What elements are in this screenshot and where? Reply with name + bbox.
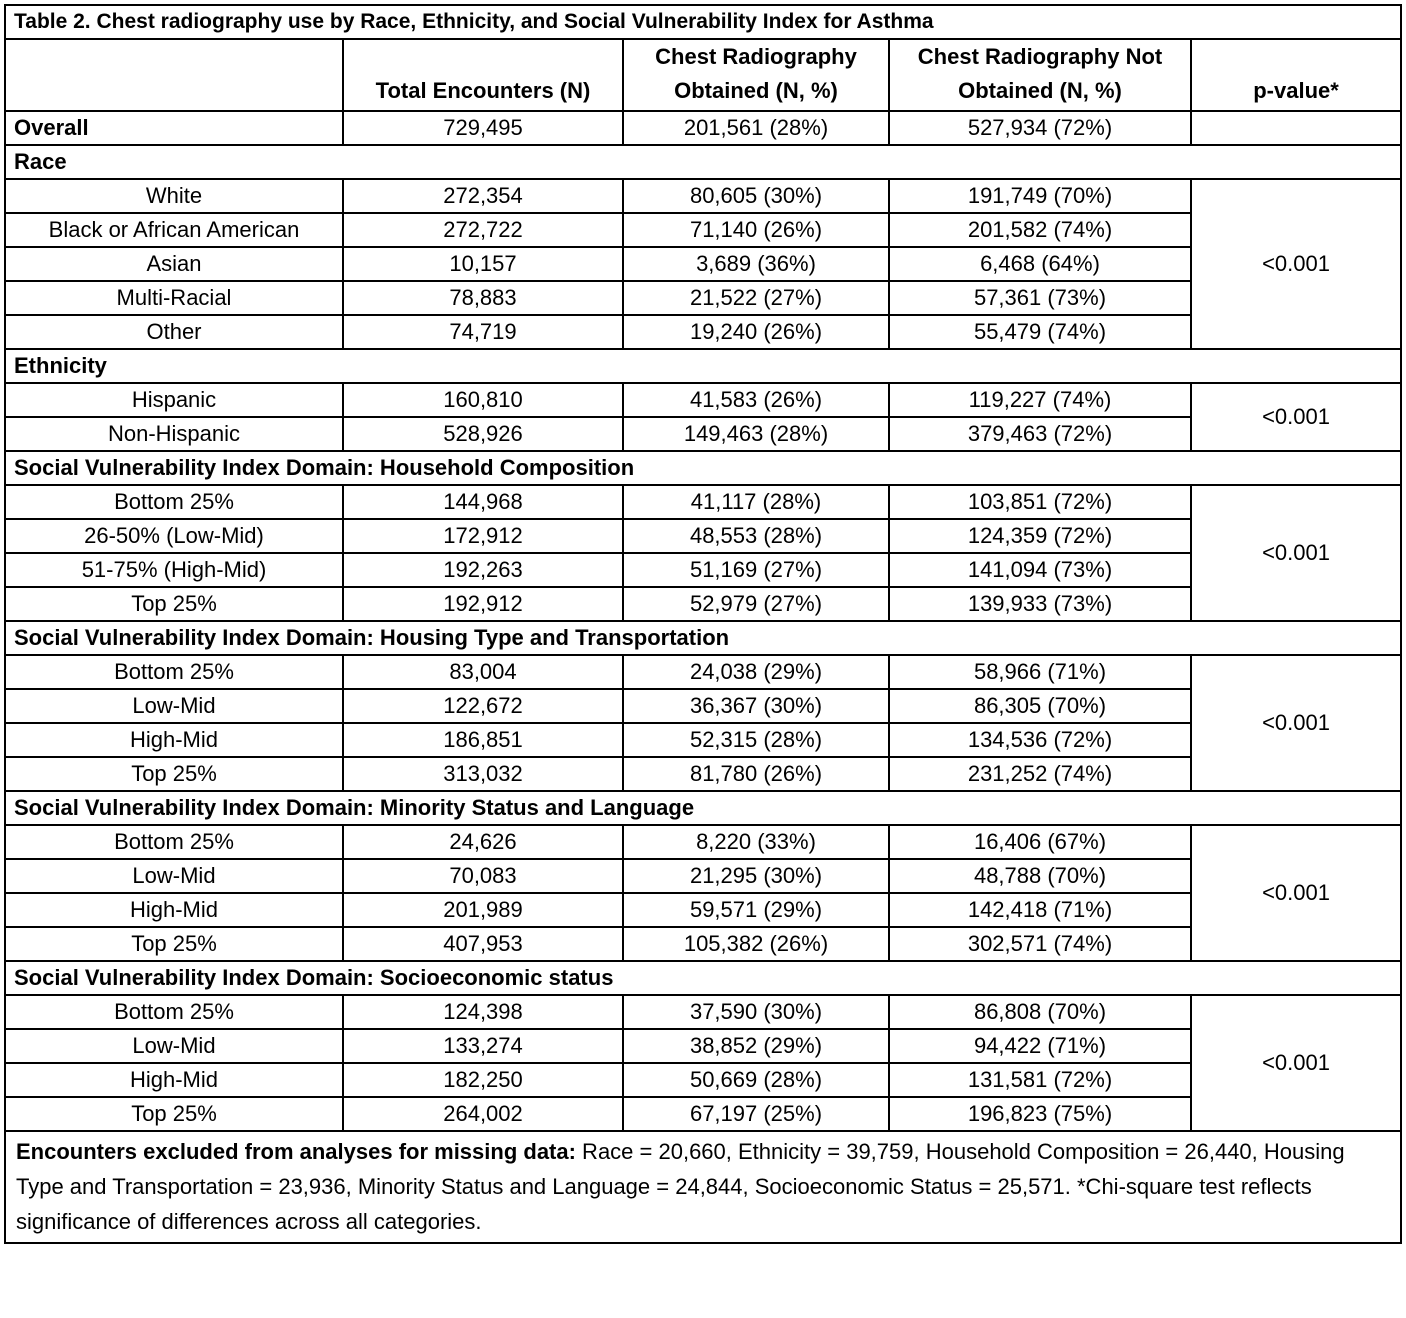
section-title: Social Vulnerability Index Domain: Housing Type and Transportation: [5, 621, 1401, 655]
p-value-cell: <0.001: [1191, 383, 1401, 451]
footnote-text: Race = 20,660, Ethnicity = 39,759, Household Composition = 26,440, Housing Type and Transportation = 23,936, Minority Status and Language = 24,844, Socioeconomic Status = 25,571. *Chi-square test reflects significance of differences across all categories.: [16, 1139, 1345, 1234]
row-label: Bottom 25%: [5, 655, 343, 689]
not-obtained-cell: 86,808 (70%): [889, 995, 1191, 1029]
section-header-row: [5, 145, 1401, 179]
row-label: Asian: [5, 247, 343, 281]
overall-label: Overall: [5, 111, 343, 145]
obtained-cell: 105,382 (26%): [623, 927, 889, 961]
obtained-cell: 8,220 (33%): [623, 825, 889, 859]
header-cell: Total Encounters (N): [343, 39, 623, 111]
not-obtained-cell: 103,851 (72%): [889, 485, 1191, 519]
p-value-cell: <0.001: [1191, 179, 1401, 349]
obtained-cell: 51,169 (27%): [623, 553, 889, 587]
footnote-row: [5, 1131, 1401, 1243]
total-encounters-cell: 272,722: [343, 213, 623, 247]
overall-total: 729,495: [343, 111, 623, 145]
total-encounters-cell: 192,912: [343, 587, 623, 621]
row-label: Bottom 25%: [5, 825, 343, 859]
obtained-cell: 71,140 (26%): [623, 213, 889, 247]
row-label: Low-Mid: [5, 859, 343, 893]
row-label: Top 25%: [5, 757, 343, 791]
header-cell: Chest Radiography Obtained (N, %): [623, 39, 889, 111]
total-encounters-cell: 407,953: [343, 927, 623, 961]
row-label: Top 25%: [5, 1097, 343, 1131]
not-obtained-cell: 141,094 (73%): [889, 553, 1191, 587]
section-title: Social Vulnerability Index Domain: Household Composition: [5, 451, 1401, 485]
row-label: Low-Mid: [5, 689, 343, 723]
obtained-cell: 19,240 (26%): [623, 315, 889, 349]
overall-row: [5, 111, 1401, 145]
header-row: [5, 39, 1401, 111]
obtained-cell: 52,315 (28%): [623, 723, 889, 757]
total-encounters-cell: 264,002: [343, 1097, 623, 1131]
not-obtained-cell: 231,252 (74%): [889, 757, 1191, 791]
row-label: Other: [5, 315, 343, 349]
not-obtained-cell: 58,966 (71%): [889, 655, 1191, 689]
total-encounters-cell: 10,157: [343, 247, 623, 281]
not-obtained-cell: 131,581 (72%): [889, 1063, 1191, 1097]
obtained-cell: 50,669 (28%): [623, 1063, 889, 1097]
not-obtained-cell: 196,823 (75%): [889, 1097, 1191, 1131]
obtained-cell: 3,689 (36%): [623, 247, 889, 281]
obtained-cell: 52,979 (27%): [623, 587, 889, 621]
overall-p-value: [1191, 111, 1401, 145]
obtained-cell: 21,522 (27%): [623, 281, 889, 315]
header-cell: [5, 39, 343, 111]
p-value-cell: <0.001: [1191, 655, 1401, 791]
row-label: Bottom 25%: [5, 995, 343, 1029]
row-label: Hispanic: [5, 383, 343, 417]
row-label: Top 25%: [5, 927, 343, 961]
total-encounters-cell: 160,810: [343, 383, 623, 417]
total-encounters-cell: 186,851: [343, 723, 623, 757]
p-value-cell: <0.001: [1191, 825, 1401, 961]
p-value-cell: <0.001: [1191, 995, 1401, 1131]
row-label: Multi-Racial: [5, 281, 343, 315]
overall-obtained: 201,561 (28%): [623, 111, 889, 145]
section-header-row: [5, 621, 1401, 655]
header-cell: p-value*: [1191, 39, 1401, 111]
not-obtained-cell: 124,359 (72%): [889, 519, 1191, 553]
not-obtained-cell: 48,788 (70%): [889, 859, 1191, 893]
row-label: 26-50% (Low-Mid): [5, 519, 343, 553]
obtained-cell: 36,367 (30%): [623, 689, 889, 723]
not-obtained-cell: 6,468 (64%): [889, 247, 1191, 281]
row-label: Non-Hispanic: [5, 417, 343, 451]
row-label: Bottom 25%: [5, 485, 343, 519]
obtained-cell: 37,590 (30%): [623, 995, 889, 1029]
section-header-row: [5, 451, 1401, 485]
obtained-cell: 149,463 (28%): [623, 417, 889, 451]
section-header-row: [5, 349, 1401, 383]
total-encounters-cell: 201,989: [343, 893, 623, 927]
total-encounters-cell: 528,926: [343, 417, 623, 451]
not-obtained-cell: 57,361 (73%): [889, 281, 1191, 315]
section-title: Social Vulnerability Index Domain: Minority Status and Language: [5, 791, 1401, 825]
section-title: Race: [5, 145, 1401, 179]
not-obtained-cell: 379,463 (72%): [889, 417, 1191, 451]
data-table: [4, 4, 1402, 1244]
footnote: [5, 1131, 1401, 1243]
row-label: Black or African American: [5, 213, 343, 247]
obtained-cell: 41,583 (26%): [623, 383, 889, 417]
not-obtained-cell: 302,571 (74%): [889, 927, 1191, 961]
section-title: Social Vulnerability Index Domain: Socioeconomic status: [5, 961, 1401, 995]
row-label: Top 25%: [5, 587, 343, 621]
p-value-cell: <0.001: [1191, 485, 1401, 621]
obtained-cell: 81,780 (26%): [623, 757, 889, 791]
table-title: Table 2. Chest radiography use by Race, Ethnicity, and Social Vulnerability Index for Asthma: [5, 5, 1401, 39]
total-encounters-cell: 74,719: [343, 315, 623, 349]
footnote-bold: Encounters excluded from analyses for missing data:: [16, 1139, 576, 1164]
total-encounters-cell: 172,912: [343, 519, 623, 553]
table-row: [5, 655, 1401, 689]
table-row: [5, 825, 1401, 859]
table-row: [5, 179, 1401, 213]
total-encounters-cell: 122,672: [343, 689, 623, 723]
not-obtained-cell: 16,406 (67%): [889, 825, 1191, 859]
overall-not-obtained: 527,934 (72%): [889, 111, 1191, 145]
not-obtained-cell: 139,933 (73%): [889, 587, 1191, 621]
not-obtained-cell: 119,227 (74%): [889, 383, 1191, 417]
total-encounters-cell: 124,398: [343, 995, 623, 1029]
obtained-cell: 38,852 (29%): [623, 1029, 889, 1063]
section-header-row: [5, 791, 1401, 825]
header-cell: Chest Radiography Not Obtained (N, %): [889, 39, 1191, 111]
table-row: [5, 995, 1401, 1029]
obtained-cell: 41,117 (28%): [623, 485, 889, 519]
total-encounters-cell: 144,968: [343, 485, 623, 519]
total-encounters-cell: 70,083: [343, 859, 623, 893]
table-row: [5, 485, 1401, 519]
row-label: High-Mid: [5, 1063, 343, 1097]
obtained-cell: 24,038 (29%): [623, 655, 889, 689]
obtained-cell: 67,197 (25%): [623, 1097, 889, 1131]
total-encounters-cell: 83,004: [343, 655, 623, 689]
row-label: High-Mid: [5, 893, 343, 927]
row-label: Low-Mid: [5, 1029, 343, 1063]
total-encounters-cell: 313,032: [343, 757, 623, 791]
not-obtained-cell: 201,582 (74%): [889, 213, 1191, 247]
section-header-row: [5, 961, 1401, 995]
obtained-cell: 80,605 (30%): [623, 179, 889, 213]
total-encounters-cell: 24,626: [343, 825, 623, 859]
not-obtained-cell: 94,422 (71%): [889, 1029, 1191, 1063]
not-obtained-cell: 55,479 (74%): [889, 315, 1191, 349]
obtained-cell: 59,571 (29%): [623, 893, 889, 927]
row-label: High-Mid: [5, 723, 343, 757]
total-encounters-cell: 182,250: [343, 1063, 623, 1097]
total-encounters-cell: 78,883: [343, 281, 623, 315]
total-encounters-cell: 133,274: [343, 1029, 623, 1063]
not-obtained-cell: 142,418 (71%): [889, 893, 1191, 927]
not-obtained-cell: 191,749 (70%): [889, 179, 1191, 213]
table-title-row: [5, 5, 1401, 39]
total-encounters-cell: 192,263: [343, 553, 623, 587]
section-title: Ethnicity: [5, 349, 1401, 383]
obtained-cell: 21,295 (30%): [623, 859, 889, 893]
obtained-cell: 48,553 (28%): [623, 519, 889, 553]
row-label: White: [5, 179, 343, 213]
table-row: [5, 383, 1401, 417]
row-label: 51-75% (High-Mid): [5, 553, 343, 587]
not-obtained-cell: 86,305 (70%): [889, 689, 1191, 723]
total-encounters-cell: 272,354: [343, 179, 623, 213]
not-obtained-cell: 134,536 (72%): [889, 723, 1191, 757]
